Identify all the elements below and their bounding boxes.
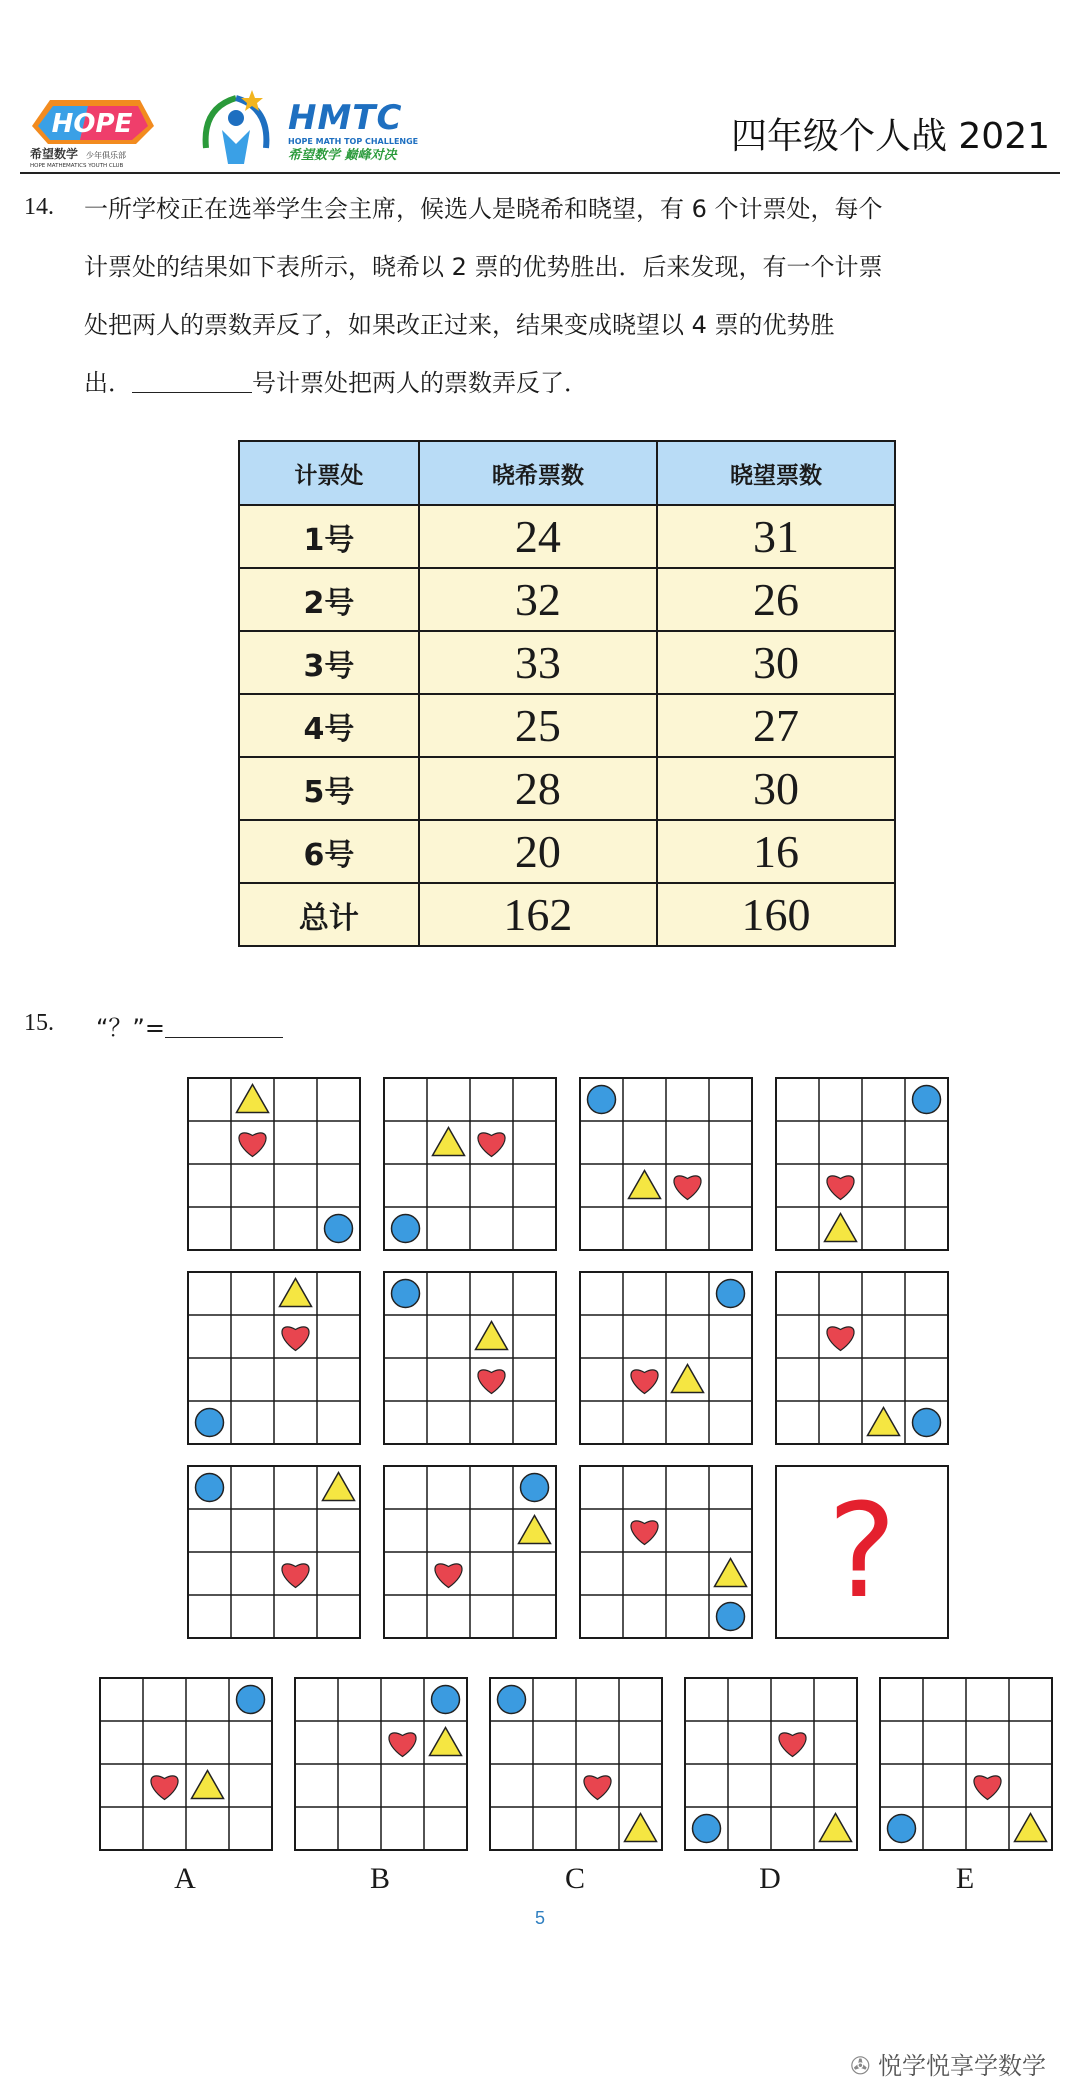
table-row xyxy=(239,883,895,946)
xiaowang-votes-cell: 26 xyxy=(657,568,895,631)
puzzle-grid xyxy=(774,1270,950,1446)
hmtc-title: HMTC xyxy=(288,98,403,138)
station-cell: 5号 xyxy=(239,757,419,820)
station-cell: 1号 xyxy=(239,505,419,568)
station-cell: 6号 xyxy=(239,820,419,883)
station-cell: 总计 xyxy=(239,883,419,946)
circle-shape xyxy=(588,1086,616,1114)
table-row xyxy=(239,631,895,694)
q15-prompt xyxy=(96,1008,283,1043)
svg-text:HOPE: HOPE xyxy=(51,109,133,139)
table-header-row xyxy=(239,441,895,505)
q15-answer-blank[interactable] xyxy=(165,1015,283,1038)
xiaowang-votes-cell: 160 xyxy=(657,883,895,946)
xiaowang-votes-cell: 31 xyxy=(657,505,895,568)
q14-answer-blank[interactable] xyxy=(132,370,252,393)
question-mark: ? xyxy=(827,1475,897,1627)
circle-shape xyxy=(717,1603,745,1631)
table-header-cell: 晓望票数 xyxy=(657,441,895,505)
puzzle-grid xyxy=(578,1270,754,1446)
question-grid xyxy=(774,1464,950,1640)
puzzle-grid xyxy=(578,1076,754,1252)
q14-line-4 xyxy=(84,354,588,412)
q14-line-4-suffix: 号计票处把两人的票数弄反了． xyxy=(252,369,588,397)
option-label[interactable]: A xyxy=(174,1862,196,1895)
header-divider xyxy=(20,172,1060,174)
circle-shape xyxy=(913,1086,941,1114)
option-grid-b xyxy=(293,1676,469,1852)
circle-shape xyxy=(432,1686,460,1714)
q14-line-4-prefix: 出． xyxy=(84,369,132,397)
circle-shape xyxy=(325,1215,353,1243)
circle-shape xyxy=(888,1815,916,1843)
svg-text:少年俱乐部: 少年俱乐部 xyxy=(86,151,126,160)
circle-shape xyxy=(196,1409,224,1437)
q14-line-1: 一所学校正在选举学生会主席，候选人是晓希和晓望，有 6 个计票处，每个 xyxy=(84,195,883,223)
circle-shape xyxy=(237,1686,265,1714)
hope-logo xyxy=(28,96,158,168)
table-row xyxy=(239,820,895,883)
footer-badge-text: 悦学悦享学数学 xyxy=(878,2052,1046,2080)
hmtc-wordmark xyxy=(288,100,418,164)
option-grid-e xyxy=(878,1676,1054,1852)
puzzle-grid xyxy=(186,1076,362,1252)
footer-badge xyxy=(850,2046,1046,2081)
puzzle-grid xyxy=(186,1270,362,1446)
svg-text:希望数学: 希望数学 xyxy=(30,147,79,161)
q14-number: 14. xyxy=(24,194,54,220)
hmtc-chinese: 希望数学 巅峰对决 xyxy=(288,148,397,163)
xiaowang-votes-cell: 30 xyxy=(657,757,895,820)
circle-shape xyxy=(717,1280,745,1308)
q14-line-3: 处把两人的票数弄反了，如果改正过来，结果变成晓望以 4 票的优势胜 xyxy=(84,311,835,339)
xiaowang-votes-cell: 30 xyxy=(657,631,895,694)
option-label[interactable]: C xyxy=(564,1862,585,1895)
xiaowang-votes-cell: 16 xyxy=(657,820,895,883)
station-cell: 2号 xyxy=(239,568,419,631)
hmtc-subtitle: HOPE MATH TOP CHALLENGE xyxy=(288,137,419,146)
page-number: 5 xyxy=(534,1908,545,1928)
xiaoxi-votes-cell: 32 xyxy=(419,568,657,631)
xiaoxi-votes-cell: 25 xyxy=(419,694,657,757)
circle-shape xyxy=(913,1409,941,1437)
vote-table xyxy=(238,440,896,947)
option-grid-c xyxy=(488,1676,664,1852)
q14-line-2: 计票处的结果如下表所示，晓希以 2 票的优势胜出．后来发现，有一个计票 xyxy=(84,253,883,281)
q15-prompt-text: “？”= xyxy=(96,1014,165,1042)
q15-number: 15. xyxy=(24,1010,54,1036)
xiaoxi-votes-cell: 24 xyxy=(419,505,657,568)
puzzle-grid xyxy=(186,1464,362,1640)
option-label[interactable]: D xyxy=(759,1862,781,1895)
wechat-icon: ✇ xyxy=(850,2052,871,2080)
station-cell: 3号 xyxy=(239,631,419,694)
xiaoxi-votes-cell: 162 xyxy=(419,883,657,946)
circle-shape xyxy=(392,1215,420,1243)
svg-text:HOPE MATHEMATICS YOUTH CLUB: HOPE MATHEMATICS YOUTH CLUB xyxy=(30,163,124,168)
table-header-cell: 晓希票数 xyxy=(419,441,657,505)
option-grid-d xyxy=(683,1676,859,1852)
hope-logo-graphic xyxy=(28,96,158,168)
circle-shape xyxy=(498,1686,526,1714)
hmtc-emblem xyxy=(196,88,276,174)
puzzle-grid xyxy=(774,1076,950,1252)
circle-shape xyxy=(521,1474,549,1502)
option-grid-a xyxy=(98,1676,274,1852)
option-label[interactable]: B xyxy=(369,1862,390,1895)
puzzle-grid xyxy=(382,1270,558,1446)
station-cell: 4号 xyxy=(239,694,419,757)
table-row xyxy=(239,568,895,631)
puzzle-grid xyxy=(578,1464,754,1640)
xiaowang-votes-cell: 27 xyxy=(657,694,895,757)
table-row xyxy=(239,757,895,820)
circle-shape xyxy=(196,1474,224,1502)
table-row xyxy=(239,505,895,568)
table-row xyxy=(239,694,895,757)
xiaoxi-votes-cell: 33 xyxy=(419,631,657,694)
puzzle-grid xyxy=(382,1464,558,1640)
circle-shape xyxy=(392,1280,420,1308)
puzzle-grid xyxy=(382,1076,558,1252)
xiaoxi-votes-cell: 20 xyxy=(419,820,657,883)
circle-shape xyxy=(693,1815,721,1843)
option-label[interactable]: E xyxy=(955,1862,975,1895)
page-title: 四年级个人战 2021 xyxy=(730,116,1050,157)
table-header-cell: 计票处 xyxy=(239,441,419,505)
xiaoxi-votes-cell: 28 xyxy=(419,757,657,820)
